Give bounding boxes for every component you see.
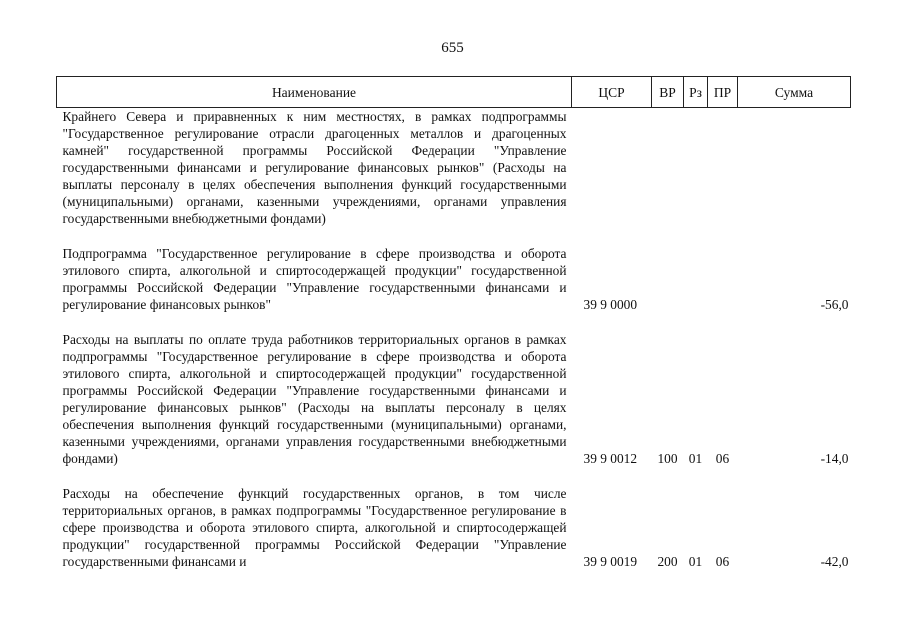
row-sum — [738, 108, 851, 228]
row-name: Крайнего Севера и приравненных к ним местностях, в рамках подпрограммы "Государственное регулирование отрасли драгоценных металлов и драгоценных камней" государственной программы Российской Федерации "Управление государственными финансами и регулирование финансовых рынков" (Расходы на выплаты персоналу в целях обеспечения выполнения функций государственными (муниципальными) органами, казенными учреждениями, органами управления государственными внебюджетными фондами) — [62, 109, 567, 226]
row-pr: 06 — [715, 451, 730, 466]
row-csr: 39 9 0000 — [583, 297, 638, 312]
row-pr: 06 — [715, 554, 730, 569]
table-row — [57, 485, 851, 570]
header-csr: ЦСР — [572, 77, 652, 108]
row-rz: 01 — [688, 451, 703, 466]
row-name: Подпрограмма "Государственное регулирование в сфере производства и оборота этилового спирта, алкогольной и спиртосодержащей продукции" государственной программы Российской Федерации "Управление государственными финансами и регулирование финансовых рынков" — [62, 246, 567, 312]
row-csr: 39 9 0012 — [583, 451, 638, 466]
row-rz — [684, 245, 708, 313]
row-sum: -42,0 — [820, 554, 849, 569]
row-vr: 200 — [657, 554, 678, 569]
header-sum: Сумма — [738, 77, 851, 108]
row-name: Расходы на обеспечение функций государственных органов, в том числе территориальных органов, в рамках подпрограммы "Государственное регулирование в сфере производства и оборота этилового спирта, алкогольной и спиртосодержащей продукции" государственной программы Российской Федерации "Управление государственными финансами и — [62, 486, 567, 569]
row-spacer — [57, 313, 851, 331]
row-pr — [708, 245, 738, 313]
table-row — [57, 331, 851, 467]
row-spacer — [57, 227, 851, 245]
row-rz — [684, 108, 708, 228]
budget-table — [56, 76, 851, 570]
header-vr: ВР — [652, 77, 684, 108]
row-name: Расходы на выплаты по оплате труда работников территориальных органов в рамках подпрограммы "Государственное регулирование в сфере производства и оборота этилового спирта, алкогольной и спиртосодержащей продукции" государственной программы Российской Федерации "Управление государственными финансами и регулирование финансовых рынков" (Расходы на выплаты персоналу в целях обеспечения выполнения функций государственными (муниципальными) органами, казенными учреждениями, органами управления государственными внебюджетными фондами) — [62, 332, 567, 466]
page-number: 655 — [441, 40, 464, 56]
header-pr: ПР — [708, 77, 738, 108]
row-sum: -56,0 — [820, 297, 849, 312]
row-pr — [708, 108, 738, 228]
header-rz: Рз — [684, 77, 708, 108]
header-name: Наименование — [57, 77, 572, 108]
row-vr — [652, 108, 684, 228]
row-csr: 39 9 0019 — [583, 554, 638, 569]
table-header-row — [57, 77, 851, 108]
row-csr — [572, 108, 652, 228]
row-rz: 01 — [688, 554, 703, 569]
table-row — [57, 245, 851, 313]
row-spacer — [57, 467, 851, 485]
row-vr — [652, 245, 684, 313]
table-row — [57, 108, 851, 228]
row-vr: 100 — [657, 451, 678, 466]
row-sum: -14,0 — [820, 451, 849, 466]
